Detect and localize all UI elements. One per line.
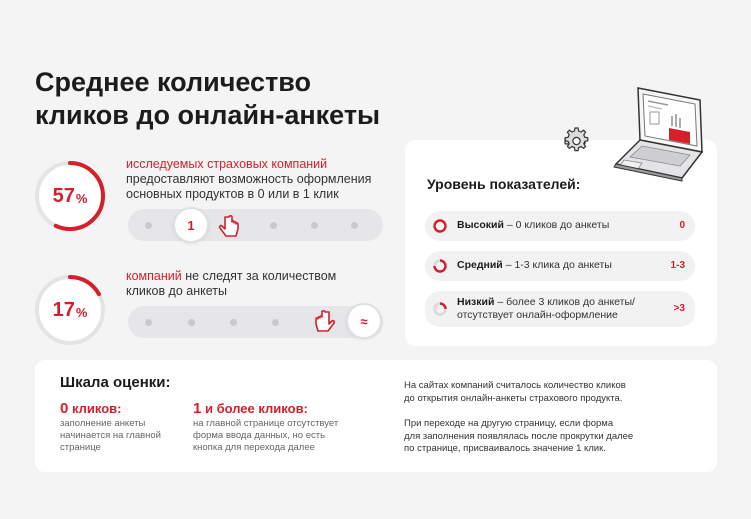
note-line: для заполнения появлялась после прокрутки далее — [404, 430, 634, 442]
stat-text: не следят за количеством кликов до анкеты — [126, 269, 337, 298]
click-track-1 — [128, 209, 383, 241]
stat-description-2 — [126, 269, 376, 299]
level-medium-icon — [433, 259, 447, 273]
percent-sign: % — [75, 305, 88, 320]
method-note-1 — [404, 380, 626, 405]
gear-icon — [561, 124, 597, 156]
stat-ring-57 — [34, 160, 106, 232]
percent-sign: % — [75, 191, 88, 206]
track-dot — [230, 319, 237, 326]
scale-card — [35, 360, 717, 472]
one-label: и более кликов: — [204, 401, 308, 416]
desc-line: кнопка для перехода далее — [193, 442, 315, 453]
desc-line: форма ввода данных, но есть — [193, 430, 326, 441]
track-dot — [145, 222, 152, 229]
scale-one-desc — [193, 418, 338, 454]
level-desc: – 0 кликов до анкеты — [506, 219, 610, 231]
scale-one-heading — [193, 400, 308, 417]
stat-percent — [34, 274, 106, 346]
track-dot — [272, 319, 279, 326]
stat-highlight: исследуемых страховых компаний — [126, 157, 328, 171]
stat-highlight: компаний — [126, 269, 182, 283]
scale-title: Шкала оценки: — [60, 374, 171, 391]
level-label — [457, 296, 635, 322]
level-label — [457, 259, 612, 272]
level-low-icon — [433, 302, 447, 316]
note-line: до открытия онлайн-анкеты страхового продукта. — [404, 392, 623, 404]
method-note-2 — [404, 418, 633, 456]
level-high-icon — [433, 219, 447, 233]
scale-zero-desc — [60, 418, 161, 454]
track-dot — [145, 319, 152, 326]
track-dot — [351, 222, 358, 229]
level-desc-2: отсутствует онлайн-оформление — [457, 309, 618, 321]
page-title — [35, 66, 415, 132]
level-desc: – более 3 кликов до анкеты/ — [497, 296, 635, 308]
pointer-hand-icon — [312, 310, 336, 336]
percent-value: 57 — [52, 184, 75, 207]
track-dot — [188, 319, 195, 326]
note-line: по странице, присваивалось значение 1 клик. — [404, 443, 606, 454]
level-high — [425, 211, 695, 241]
pointer-hand-icon — [218, 215, 242, 241]
stat-ring-17 — [34, 274, 106, 346]
track-dot — [270, 222, 277, 229]
level-name: Высокий — [457, 219, 504, 231]
scale-zero-heading — [60, 400, 121, 417]
desc-line: заполнение анкеты — [60, 418, 146, 429]
desc-line: начинается на главной — [60, 430, 161, 441]
level-low — [425, 291, 695, 327]
level-value: 1-3 — [670, 260, 685, 271]
percent-value: 17 — [52, 298, 75, 321]
stat-description-1 — [126, 157, 386, 202]
level-medium — [425, 251, 695, 281]
click-count-knob — [346, 303, 382, 339]
track-dot — [311, 222, 318, 229]
stat-percent — [34, 160, 106, 232]
knob-value: ≈ — [360, 313, 368, 329]
note-line: При переходе на другую страницу, если форма — [404, 418, 614, 429]
title-line-1: Среднее количество — [35, 67, 312, 97]
click-track-2 — [128, 306, 383, 338]
zero-number: 0 — [60, 400, 69, 417]
stat-text: предоставляют возможность оформления основных продуктов в 0 или в 1 клик — [126, 172, 372, 201]
title-line-2: кликов до онлайн-анкеты — [35, 100, 381, 130]
click-count-knob — [173, 207, 209, 243]
desc-line: на главной странице отсутствует — [193, 418, 339, 429]
desc-line: странице — [60, 442, 101, 453]
note-line: На сайтах компаний считалось количество кликов — [404, 380, 626, 391]
zero-label: кликов: — [71, 401, 122, 416]
level-name: Низкий — [457, 296, 495, 308]
level-label — [457, 219, 609, 232]
knob-value: 1 — [187, 217, 195, 233]
laptop-icon — [590, 86, 710, 182]
one-number: 1 — [193, 400, 202, 417]
levels-title: Уровень показателей: — [427, 176, 581, 192]
level-value: 0 — [679, 220, 685, 231]
level-name: Средний — [457, 259, 503, 271]
level-value: >3 — [673, 303, 685, 314]
level-desc: – 1-3 клика до анкеты — [505, 259, 612, 271]
